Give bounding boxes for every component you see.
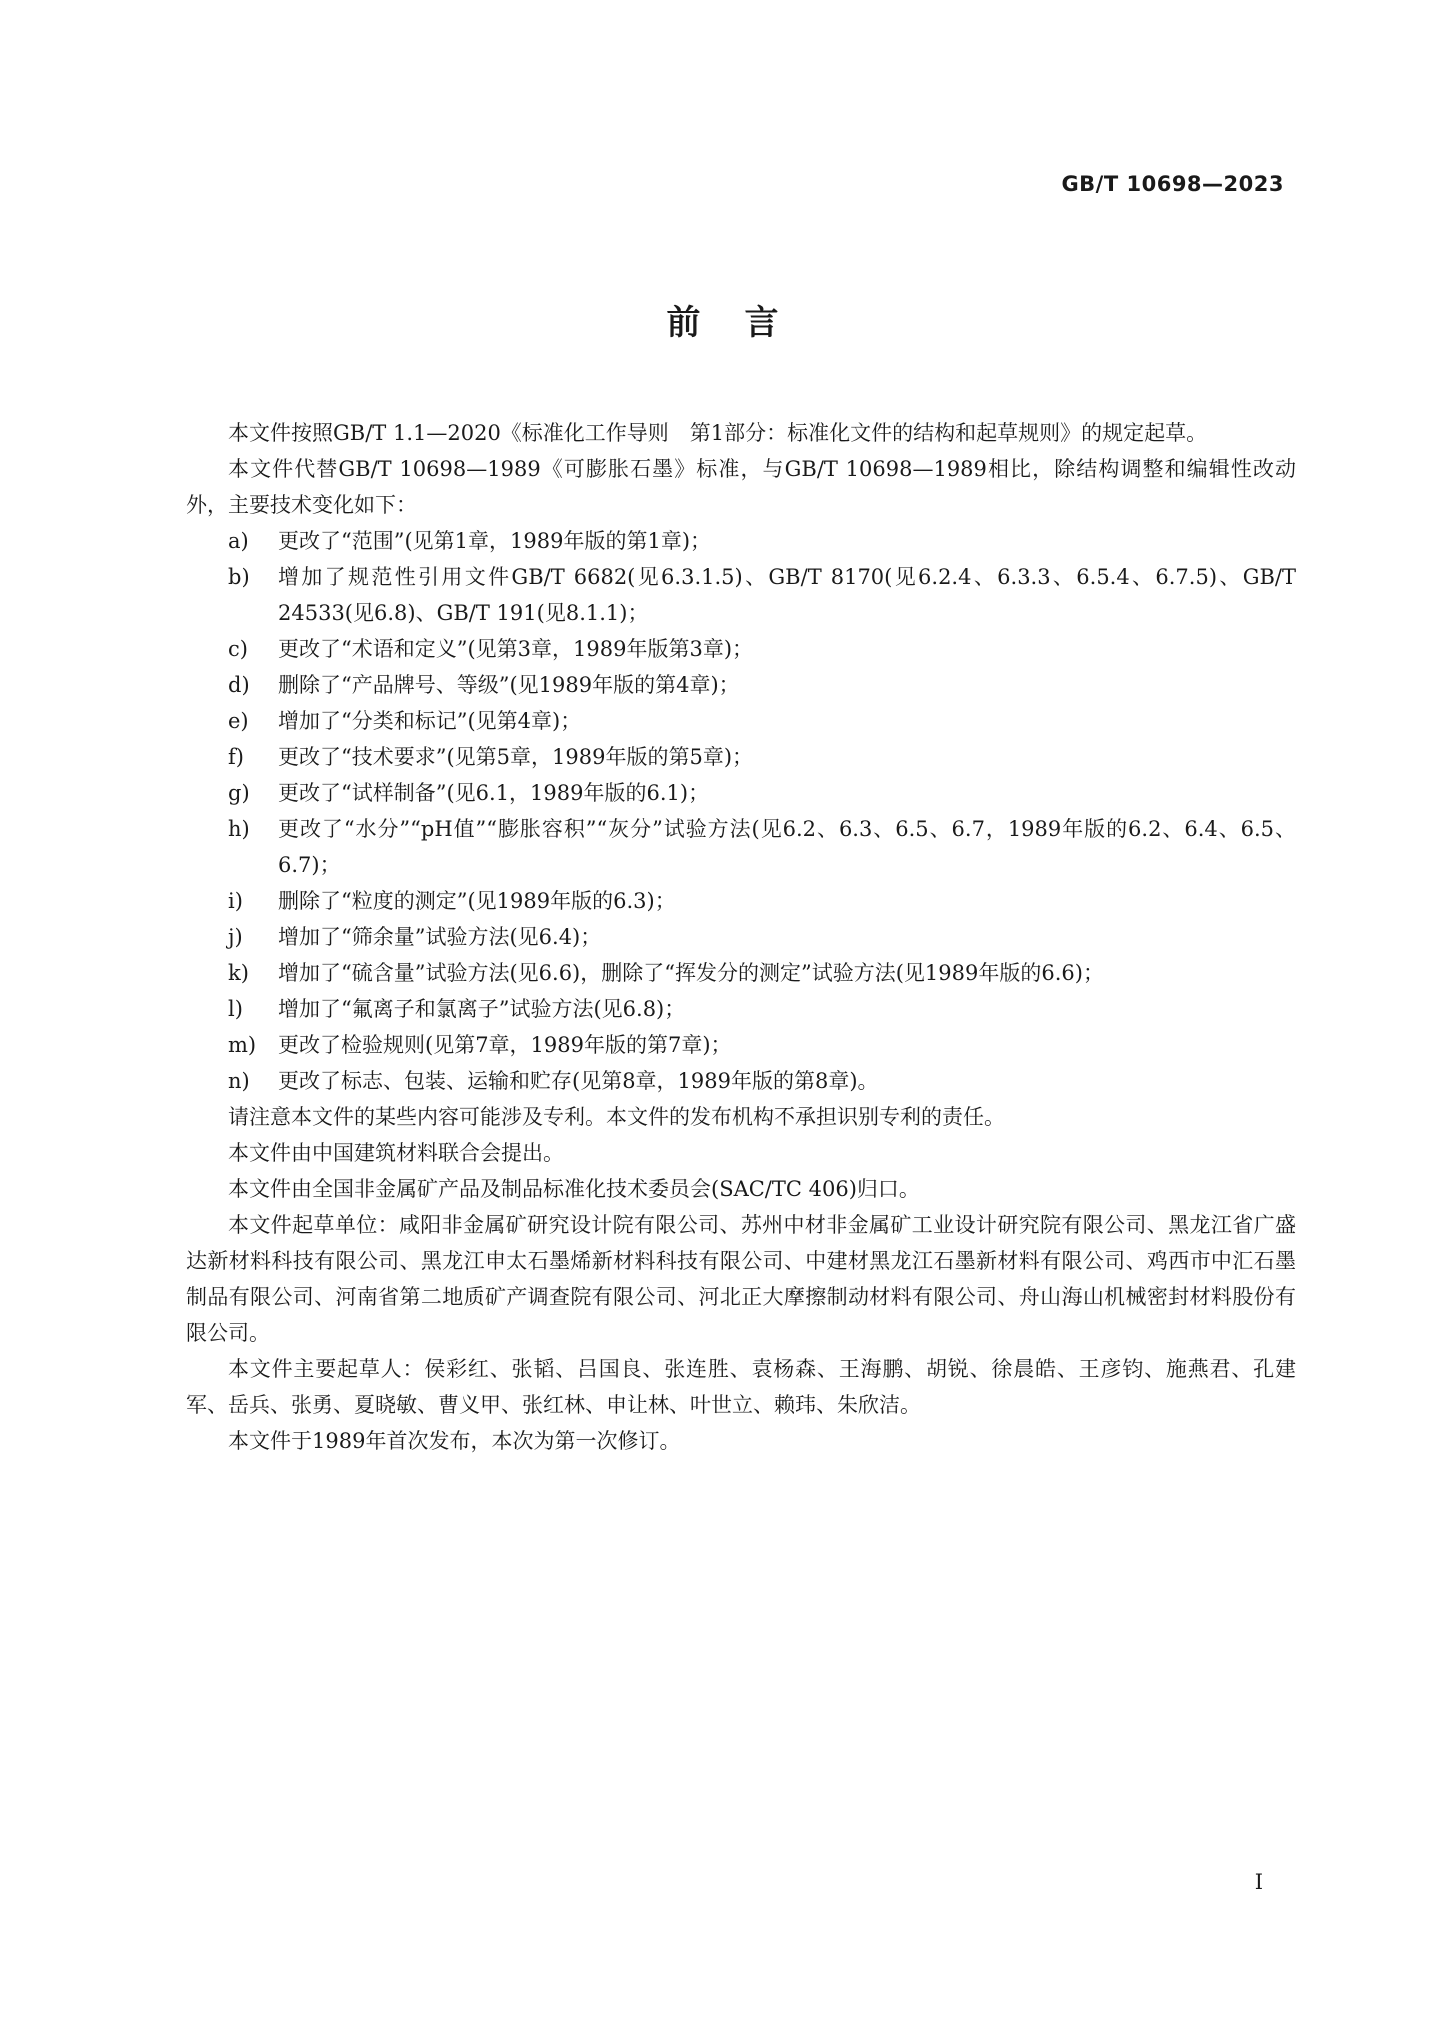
patent-notice: 请注意本文件的某些内容可能涉及专利。本文件的发布机构不承担识别专利的责任。: [228, 1105, 1005, 1129]
drafters-paragraph: 本文件主要起草人：侯彩红、张韬、吕国良、张连胜、袁杨森、王海鹏、胡锐、徐晨皓、王彦钧、施燕君、孔建军、岳兵、张勇、夏晓敏、曹义甲、张红林、申让林、叶世立、赖玮、朱欣洁。: [186, 1357, 1296, 1417]
page-number: I: [1254, 1870, 1263, 1894]
list-text: 增加了“筛余量”试验方法(见6.4)；: [278, 925, 602, 949]
list-marker: b): [228, 565, 250, 589]
drafting-units-paragraph: 本文件起草单位：咸阳非金属矿研究设计院有限公司、苏州中材非金属矿工业设计研究院有限公司、黑龙江省广盛达新材料科技有限公司、黑龙江申太石墨烯新材料科技有限公司、中建材黑龙江石墨新材料有限公司、鸡西市中汇石墨制品有限公司、河南省第二地质矿产调查院有限公司、河北正大摩擦制动材料有限公司、舟山海山机械密封材料股份有限公司。: [186, 1213, 1296, 1345]
list-item: [186, 1063, 1296, 1099]
standard-code: GB/T 10698—2023: [1061, 172, 1284, 196]
list-marker: n): [228, 1069, 250, 1093]
list-text: 增加了“硫含量”试验方法(见6.6)，删除了“挥发分的测定”试验方法(见1989年版的6.6)；: [278, 961, 1104, 985]
foreword-body: [186, 415, 1296, 1459]
list-text: 更改了“范围”(见第1章，1989年版的第1章)；: [278, 529, 712, 553]
list-text: 更改了“术语和定义”(见第3章，1989年版第3章)；: [278, 637, 754, 661]
list-marker: l): [228, 997, 243, 1021]
list-item: [186, 1027, 1296, 1063]
list-marker: h): [228, 817, 250, 841]
list-text: 更改了“技术要求”(见第5章，1989年版的第5章)；: [278, 745, 754, 769]
list-item: [186, 991, 1296, 1027]
list-marker: j): [228, 925, 243, 949]
list-item: [186, 667, 1296, 703]
list-marker: a): [228, 529, 249, 553]
list-item: [186, 919, 1296, 955]
list-item: [186, 559, 1296, 631]
list-marker: i): [228, 889, 243, 913]
list-item: [186, 775, 1296, 811]
list-text: 删除了“产品牌号、等级”(见1989年版的第4章)；: [278, 673, 740, 697]
list-text: 更改了“试样制备”(见6.1，1989年版的6.1)；: [278, 781, 710, 805]
committee-paragraph: 本文件由全国非金属矿产品及制品标准化技术委员会(SAC/TC 406)归口。: [228, 1177, 920, 1201]
list-item: [186, 523, 1296, 559]
list-marker: m): [228, 1033, 257, 1057]
list-marker: d): [228, 673, 250, 697]
list-text: 增加了“分类和标记”(见第4章)；: [278, 709, 582, 733]
list-text: 更改了“水分”“pH值”“膨胀容积”“灰分”试验方法(见6.2、6.3、6.5、6.7，1989年版的6.2、6.4、6.5、6.7)；: [278, 817, 1296, 877]
list-text: 更改了标志、包装、运输和贮存(见第8章，1989年版的第8章)。: [278, 1069, 879, 1093]
list-marker: f): [228, 745, 244, 769]
list-item: [186, 883, 1296, 919]
list-item: [186, 631, 1296, 667]
list-text: 更改了检验规则(见第7章，1989年版的第7章)；: [278, 1033, 732, 1057]
history-paragraph: 本文件于1989年首次发布，本次为第一次修订。: [228, 1429, 681, 1453]
list-item: [186, 703, 1296, 739]
changes-list: [186, 523, 1296, 1099]
proposer-paragraph: 本文件由中国建筑材料联合会提出。: [228, 1141, 564, 1165]
list-item: [186, 955, 1296, 991]
list-marker: e): [228, 709, 249, 733]
list-text: 增加了规范性引用文件GB/T 6682(见6.3.1.5)、GB/T 8170(见6.2.4、6.3.3、6.5.4、6.7.5)、GB/T 24533(见6.8)、GB/T 191(见8.1.1)；: [278, 565, 1296, 625]
intro-paragraph: 本文件按照GB/T 1.1—2020《标准化工作导则 第1部分：标准化文件的结构和起草规则》的规定起草。: [228, 421, 1208, 445]
list-text: 增加了“氟离子和氯离子”试验方法(见6.8)；: [278, 997, 686, 1021]
intro-paragraph: 本文件代替GB/T 10698—1989《可膨胀石墨》标准，与GB/T 10698—1989相比，除结构调整和编辑性改动外，主要技术变化如下：: [186, 457, 1296, 517]
list-marker: g): [228, 781, 250, 805]
page-title: 前言: [666, 303, 823, 343]
list-item: [186, 739, 1296, 775]
list-item: [186, 811, 1296, 883]
list-marker: k): [228, 961, 249, 985]
list-marker: c): [228, 637, 248, 661]
list-text: 删除了“粒度的测定”(见1989年版的6.3)；: [278, 889, 676, 913]
